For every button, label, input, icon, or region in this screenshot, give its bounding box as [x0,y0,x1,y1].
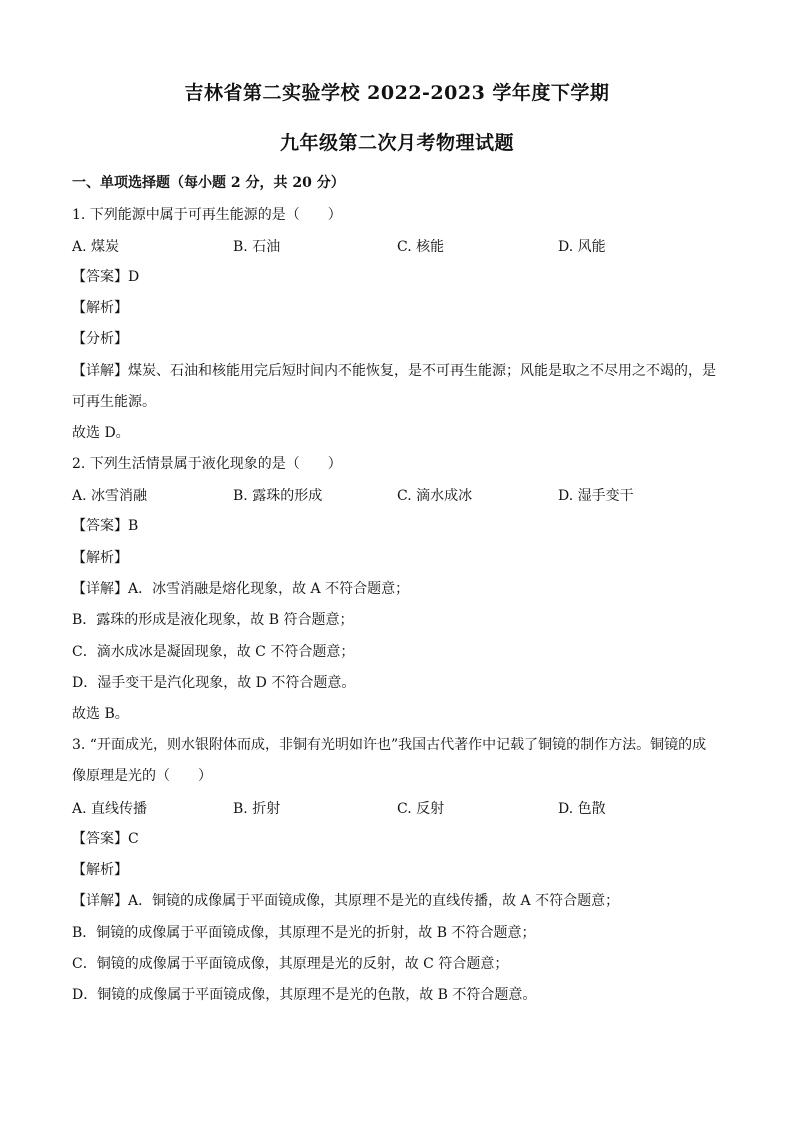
q2-option-b: B. 露珠的形成 [233,488,323,504]
q2-analysis-label: 【解析】 [72,550,128,566]
q1-option-c: C. 核能 [397,239,445,255]
page-title: 吉林省第二实验学校 2022-2023 学年度下学期 [184,82,610,104]
q3-detail-a: 【详解】A．铜镜的成像属于平面镜成像，其原理不是光的直线传播，故 A 不符合题意； [72,893,620,909]
q2-detail-c: C．滴水成冰是凝固现象，故 C 不符合题意； [72,644,355,660]
q1-conclusion: 故选 D。 [72,425,130,441]
q1-analysis-label: 【解析】 [72,300,128,316]
q1-fenxi-label: 【分析】 [72,331,128,347]
q3-detail-c: C．铜镜的成像属于平面镜成像，其原理是光的反射，故 C 符合题意； [72,956,509,972]
q2-stem: 2. 下列生活情景属于液化现象的是（ ） [72,456,342,472]
q1-answer: 【答案】D [72,269,140,285]
q3-detail-d: D．铜镜的成像属于平面镜成像，其原理不是光的色散，故 B 不符合题意。 [72,987,537,1003]
q3-option-c: C. 反射 [397,801,445,817]
q1-detail-line1: 【详解】煤炭、石油和核能用完后短时间内不能恢复，是不可再生能源；风能是取之不尽用之不竭的，是 [72,363,716,379]
q1-option-b: B. 石油 [233,239,281,255]
q3-stem-line1: 3. “开面成光，则水银附体而成，非铜有光明如许也”我国古代著作中记载了铜镜的制作方法。铜镜的成 [72,737,707,753]
q2-detail-b: B．露珠的形成是液化现象，故 B 符合题意； [72,612,354,628]
q2-detail-a: 【详解】A．冰雪消融是熔化现象，故 A 不符合题意； [72,581,410,597]
q2-answer: 【答案】B [72,518,139,534]
section-heading: 一、单项选择题（每小题 2 分，共 20 分） [72,175,345,191]
q3-option-b: B. 折射 [233,801,281,817]
page-subtitle: 九年级第二次月考物理试题 [279,132,514,154]
q2-option-a: A. 冰雪消融 [72,488,148,504]
q3-detail-b: B．铜镜的成像属于平面镜成像，其原理不是光的折射，故 B 不符合题意； [72,925,536,941]
q1-detail-line2: 可再生能源。 [72,394,156,410]
q3-analysis-label: 【解析】 [72,862,128,878]
q1-stem: 1. 下列能源中属于可再生能源的是（ ） [72,207,342,223]
q3-answer: 【答案】C [72,831,139,847]
q2-option-d: D. 湿手变干 [558,488,634,504]
q1-option-d: D. 风能 [558,239,606,255]
q1-option-a: A. 煤炭 [72,239,120,255]
q3-option-a: A. 直线传播 [72,801,148,817]
q2-detail-d: D．湿手变干是汽化现象，故 D 不符合题意。 [72,675,356,691]
q2-conclusion: 故选 B。 [72,706,129,722]
q2-option-c: C. 滴水成冰 [397,488,473,504]
q3-stem-line2: 像原理是光的（ ） [72,768,212,784]
q3-option-d: D. 色散 [558,801,606,817]
